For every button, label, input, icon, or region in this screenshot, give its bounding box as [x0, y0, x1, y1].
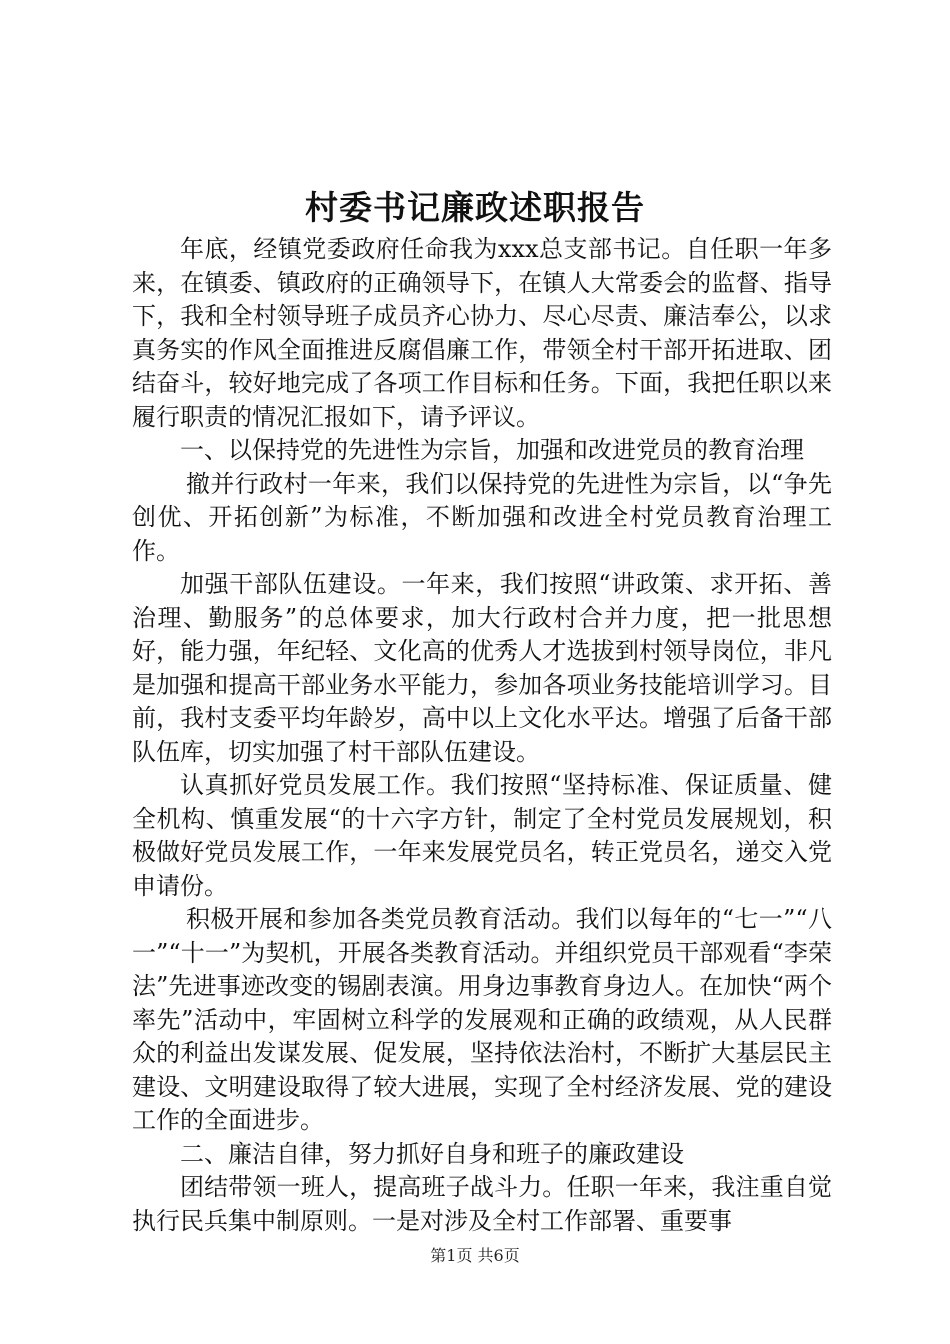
- paragraph: 积极开展和参加各类党员教育活动。我们以每年的“七一”“八一”“十一”为契机，开展各类教育活动。并组织党员干部观看“李荣法”先进事迹改变的锡剧表演。用身边事教育身边人。在加快“两个率先”活动中，牢固树立科学的发展观和正确的政绩观，从人民群众的利益出发谋发展、促发展，坚持依法治村，不断扩大基层民主建设、文明建设取得了较大进展，实现了全村经济发展、党的建设工作的全面进步。: [132, 905, 832, 1134]
- page-footer: 第1页 共6页: [430, 1246, 520, 1265]
- paragraph: 团结带领一班人，提高班子战斗力。任职一年来，我注重自觉执行民兵集中制原则。一是对涉及全村工作部署、重要事: [132, 1173, 832, 1235]
- paragraph-intro: 年底，经镇党委政府任命我为xxx总支部书记。自任职一年多来，在镇委、镇政府的正确领导下，在镇人大常委会的监督、指导下，我和全村领导班子成员齐心协力、尽心尽责、廉洁奉公，以求真务实的作风全面推进反腐倡廉工作，带领全村干部开拓进取、团结奋斗，较好地完成了各项工作目标和任务。下面，我把任职以来履行职责的情况汇报如下，请予评议。: [132, 235, 832, 431]
- section-heading-2: 二、廉洁自律，努力抓好自身和班子的廉政建设: [180, 1139, 684, 1168]
- paragraph: 加强干部队伍建设。一年来，我们按照“讲政策、求开拓、善治理、勤服务”的总体要求，加大行政村合并力度，把一批思想好，能力强，年纪轻、文化高的优秀人才选拔到村领导岗位，非凡是加强和提高干部业务水平能力，参加各项业务技能培训学习。目前，我村支委平均年龄岁，高中以上文化水平达。增强了后备干部队伍库，切实加强了村干部队伍建设。: [132, 570, 832, 766]
- paragraph: 撤并行政村一年来，我们以保持党的先进性为宗旨，以“争先创优、开拓创新”为标准，不断加强和改进全村党员教育治理工作。: [132, 469, 832, 565]
- document-title: 村委书记廉政述职报告: [305, 188, 645, 227]
- paragraph: 认真抓好党员发展工作。我们按照“坚持标准、保证质量、健全机构、慎重发展“的十六字方针，制定了全村党员发展规划，积极做好党员发展工作，一年来发展党员名，转正党员名，递交入党申请份。: [132, 771, 832, 900]
- section-heading-1: 一、以保持党的先进性为宗旨，加强和改进党员的教育治理: [180, 436, 804, 464]
- document-body: [132, 233, 832, 1238]
